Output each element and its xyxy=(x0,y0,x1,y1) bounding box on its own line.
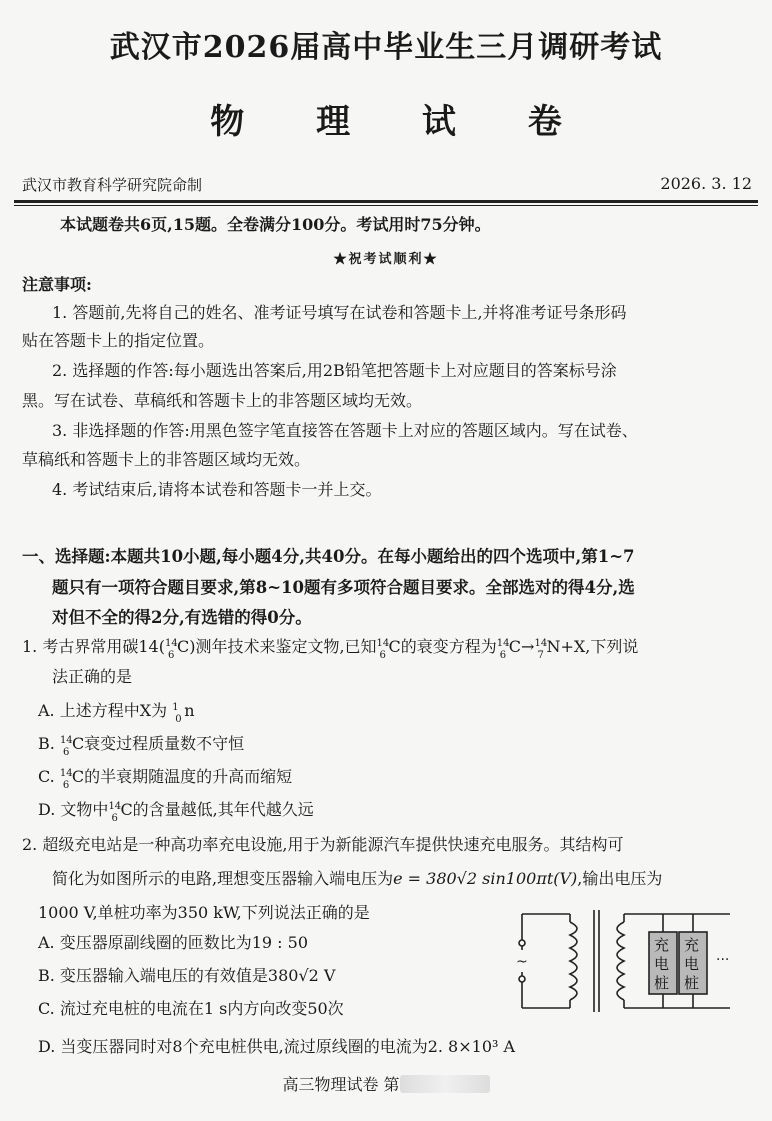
notice-item-1-line1: 1. 答题前,先将自己的姓名、准考证号填写在试卷和答题卡上,并将准考证号条形码 xyxy=(52,303,627,322)
q2-option-c: C. 流过充电桩的电流在1 s内方向改变50次 xyxy=(38,999,344,1018)
notice-heading: 注意事项: xyxy=(22,275,92,294)
footer-page-number-blurred xyxy=(400,1075,490,1093)
notice-item-1-line2: 贴在答题卡上的指定位置。 xyxy=(22,331,215,350)
header-rule-thick xyxy=(14,200,758,203)
notice-item-2-line1: 2. 选择题的作答:每小题选出答案后,用2B铅笔把答题卡上对应题目的答案标号涂 xyxy=(52,361,617,380)
issuer-org: 武汉市教育科学研究院命制 xyxy=(22,176,203,194)
exam-title: 武汉市2026届高中毕业生三月调研考试 xyxy=(109,30,663,65)
pile1-char3: 桩 xyxy=(654,974,670,992)
pile1-char2: 电 xyxy=(654,955,670,973)
pile2-char1: 充 xyxy=(684,936,700,954)
notice-item-4: 4. 考试结束后,请将本试卷和答题卡一并上交。 xyxy=(52,480,382,499)
pile2-char3: 桩 xyxy=(684,974,700,992)
q2-option-a: A. 变压器原副线圈的匝数比为19 : 50 xyxy=(38,933,309,952)
ac-source-symbol: ~ xyxy=(516,954,528,970)
q2-stem-line1: 2. 超级充电站是一种高功率充电设施,用于为新能源汽车提供快速充电服务。其结构可 xyxy=(22,835,624,854)
pile1-char1: 充 xyxy=(654,936,670,954)
q1-option-d: D. 文物中 14 6 C的含量越低,其年代越久远 xyxy=(38,800,314,824)
page-footer xyxy=(0,1072,772,1095)
section1-heading-line2: 题只有一项符合题目要求,第8~10题有多项符合题目要求。全部选对的得4分,选 xyxy=(52,578,635,597)
q1-stem-line1: 1. 考古界常用碳14( 14 6 C)测年技术来鉴定文物,已知 14 6 C的衰变方程为 14 6 C→ 14 7 N+X,下列说 xyxy=(22,637,639,661)
section1-heading-line3: 对但不全的得2分,有选错的得0分。 xyxy=(52,608,312,627)
q2-stem-line3: 1000 V,单桩功率为350 kW,下列说法正确的是 xyxy=(38,903,370,922)
q1-option-c: C. 14 6 C的半衰期随温度的升高而缩短 xyxy=(38,767,293,791)
q2-option-d: D. 当变压器同时对8个充电桩供电,流过原线圈的电流为2. 8×10³ A xyxy=(38,1037,516,1056)
more-piles-ellipsis: ··· xyxy=(716,952,730,968)
header-rule-thin xyxy=(14,205,758,206)
q1-stem-line2: 法正确的是 xyxy=(52,667,133,686)
charging-circuit-diagram xyxy=(508,902,754,1020)
notice-item-3-line1: 3. 非选择题的作答:用黑色签字笔直接答在答题卡上对应的答题区域内。写在试卷、 xyxy=(52,421,638,440)
q2-option-b: B. 变压器输入端电压的有效值是380√2 V xyxy=(38,966,336,985)
exam-date: 2026. 3. 12 xyxy=(660,174,752,193)
section1-heading-line1: 一、选择题:本题共10小题,每小题4分,共40分。在每小题给出的四个选项中,第1~7 xyxy=(22,547,635,566)
good-luck-line: ★祝考试顺利★ xyxy=(333,252,439,267)
notice-item-3-line2: 草稿纸和答题卡上的非答题区域均无效。 xyxy=(22,450,311,469)
paper-subtitle: 物 理 试 卷 xyxy=(210,102,592,142)
footer-text: 高三物理试卷 第 xyxy=(282,1075,400,1094)
notice-item-2-line2: 黑。写在试卷、草稿纸和答题卡上的非答题区域均无效。 xyxy=(22,391,423,410)
q1-option-b: B. 14 6 C衰变过程质量数不守恒 xyxy=(38,734,245,758)
intro-line: 本试题卷共6页,15题。全卷满分100分。考试用时75分钟。 xyxy=(60,215,491,234)
q1-option-a: A. 上述方程中X为 1 0 n xyxy=(38,701,195,725)
q2-stem-line2: 简化为如图所示的电路,理想变压器输入端电压为e = 380√2 sin100πt(V),输出电压为 xyxy=(52,869,663,888)
pile2-char2: 电 xyxy=(684,955,700,973)
